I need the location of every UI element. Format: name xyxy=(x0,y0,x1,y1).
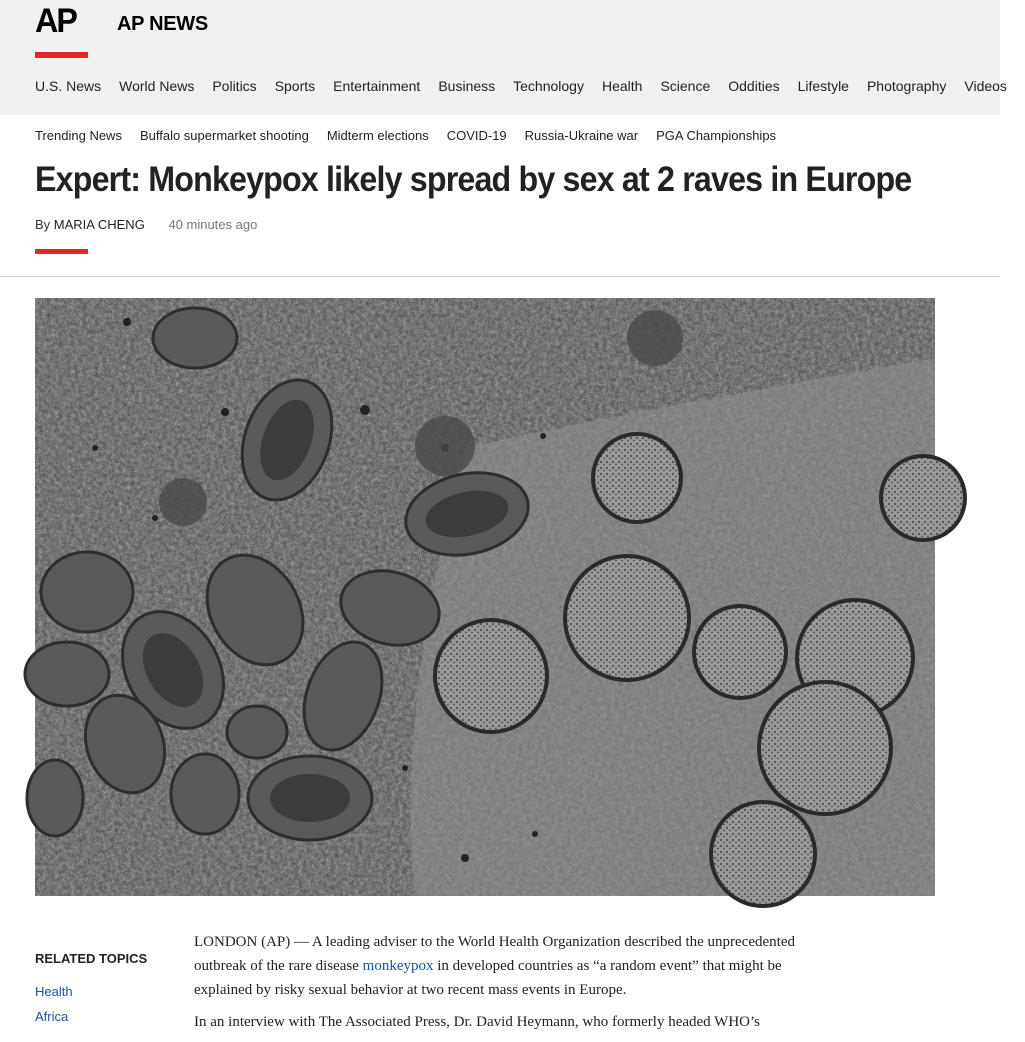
nav-item-entertainment[interactable]: Entertainment xyxy=(333,78,421,94)
related-topics-title: RELATED TOPICS xyxy=(35,951,148,966)
related-topic-africa[interactable]: Africa xyxy=(35,1009,69,1024)
article-paragraph: In an interview with The Associated Press, Dr. David Heymann, who formerly headed WHO’s xyxy=(194,1014,760,1030)
trending-item-russia-ukraine[interactable]: Russia-Ukraine war xyxy=(524,128,639,143)
nav-item-lifestyle[interactable]: Lifestyle xyxy=(797,78,849,94)
trending-item-covid[interactable]: COVID-19 xyxy=(446,128,507,143)
brand-name[interactable]: AP NEWS xyxy=(117,13,208,35)
header-divider xyxy=(0,276,1000,277)
nav-item-business[interactable]: Business xyxy=(438,78,496,94)
nav-item-technology[interactable]: Technology xyxy=(513,78,584,94)
trending-item-trending-news[interactable]: Trending News xyxy=(35,128,122,143)
nav-item-us-news[interactable]: U.S. News xyxy=(35,78,102,94)
nav-item-science[interactable]: Science xyxy=(660,78,711,94)
ap-logo[interactable] xyxy=(35,0,88,58)
electron-micrograph-image xyxy=(35,298,935,896)
trending-bar xyxy=(0,115,1000,158)
logo-text: AP xyxy=(35,2,77,40)
nav-item-oddities[interactable]: Oddities xyxy=(728,78,780,94)
article-paragraph xyxy=(194,930,804,1002)
article-headline: Expert: Monkeypox likely spread by sex at 2 raves in Europe xyxy=(35,160,912,199)
para1-text-end: in developed countries as “a random event” that might be explained by risky sexual behavior at two recent mass events in Europe. xyxy=(194,958,782,998)
para1-text-start: LONDON (AP) — A leading adviser to the World Health Organization described the unprecedented outbreak of the rare disease xyxy=(194,934,795,974)
trending-item-midterms[interactable]: Midterm elections xyxy=(326,128,429,143)
hero-image[interactable] xyxy=(35,298,935,896)
related-topic-health[interactable]: Health xyxy=(35,984,73,999)
byline xyxy=(35,217,257,232)
site-header xyxy=(0,0,1007,158)
nav-item-videos[interactable]: Videos xyxy=(964,78,1007,94)
author-name[interactable]: MARIA CHENG xyxy=(53,217,145,232)
logo-underline xyxy=(35,52,88,58)
article-body xyxy=(194,930,804,1042)
publish-time: 40 minutes ago xyxy=(168,217,258,232)
nav-item-sports[interactable]: Sports xyxy=(274,78,316,94)
byline-prefix: By xyxy=(35,217,51,232)
trending-item-pga[interactable]: PGA Championships xyxy=(656,128,777,143)
monkeypox-link[interactable]: monkeypox xyxy=(362,958,434,974)
main-nav xyxy=(35,78,1025,94)
nav-item-politics[interactable]: Politics xyxy=(212,78,257,94)
nav-item-photography[interactable]: Photography xyxy=(866,78,947,94)
nav-item-health[interactable]: Health xyxy=(601,78,643,94)
trending-item-buffalo[interactable]: Buffalo supermarket shooting xyxy=(139,128,309,143)
byline-accent-bar xyxy=(35,249,88,254)
nav-item-world-news[interactable]: World News xyxy=(119,78,195,94)
